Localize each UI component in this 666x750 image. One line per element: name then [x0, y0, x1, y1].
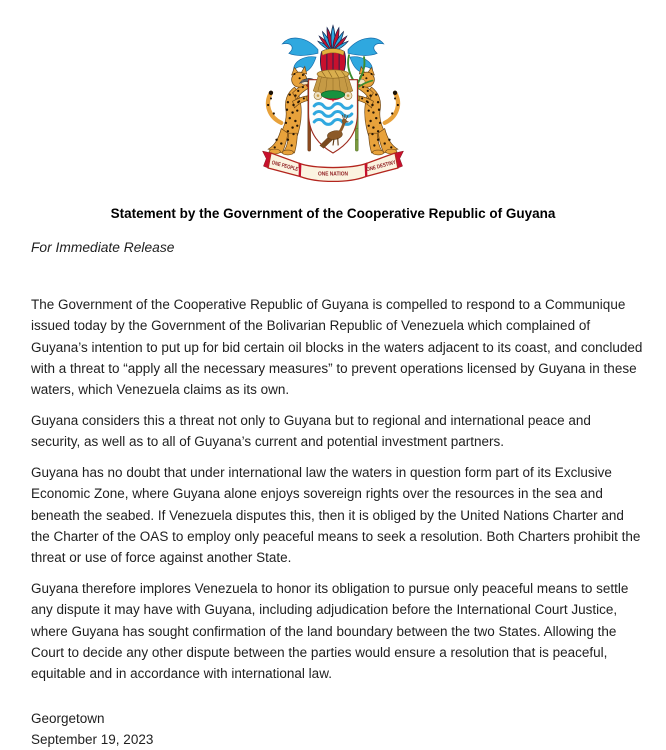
- location-line: Georgetown: [31, 710, 105, 726]
- document-body: [31, 294, 643, 685]
- date-line: September 19, 2023: [31, 731, 154, 747]
- motto-one-nation: ONE NATION: [317, 171, 349, 178]
- coat-of-arms: [0, 0, 666, 192]
- document-title: Statement by the Government of the Cooperative Republic of Guyana: [110, 206, 556, 221]
- release-line: For Immediate Release: [31, 240, 175, 255]
- paragraph-4: Guyana therefore implores Venezuela to honor its obligation to pursue only peaceful means to settle any dispute it may have with Guyana, including adjudication before the International Court Justice, where Guyana has sought confirmation of the land boundary between the two States. Allowing the Court to decide any other dispute between the parties would ensure a resolution that is peaceful, equitable and in accordance with international law.: [31, 581, 629, 682]
- jaguar-right: [354, 66, 399, 154]
- lily: [321, 91, 345, 99]
- motto-one-people: ONE PEOPLE: [270, 160, 308, 176]
- motto-one-destiny: ONE DESTINY: [365, 157, 404, 174]
- paragraph-2: Guyana considers this a threat not only to Guyana but to regional and international peace and security, as well as to all of Guyana’s current and potential investment partners.: [31, 412, 591, 450]
- shield: [309, 70, 358, 153]
- paragraph-1: The Government of the Cooperative Republic of Guyana is compelled to respond to a Communique issued today by the Government of the Bolivarian Republic of Venezuela which complained of Guyana’s intention to put up for bid certain oil blocks in the waters adjacent to its coast, and concluded with a threat to “apply all the necessary measures” to prevent operations licensed by Guyana in these waters, which Venezuela claims as its own.: [31, 297, 643, 398]
- motto-ribbon: [263, 151, 404, 181]
- paragraph-3: Guyana has no doubt that under international law the waters in question form part of its Exclusive Economic Zone, where Guyana alone enjoys sovereign rights over the resources in the sea and beneath the seabed. If Venezuela disputes this, then it is obliged by the United Nations Charter and the Charter of the OAS to employ only peaceful means to seek a resolution. Both Charters prohibit the threat or use of force against another State.: [31, 465, 641, 566]
- coat-of-arms-graphic: [239, 8, 427, 187]
- crest-body: [320, 49, 345, 73]
- document-footer: [31, 708, 666, 750]
